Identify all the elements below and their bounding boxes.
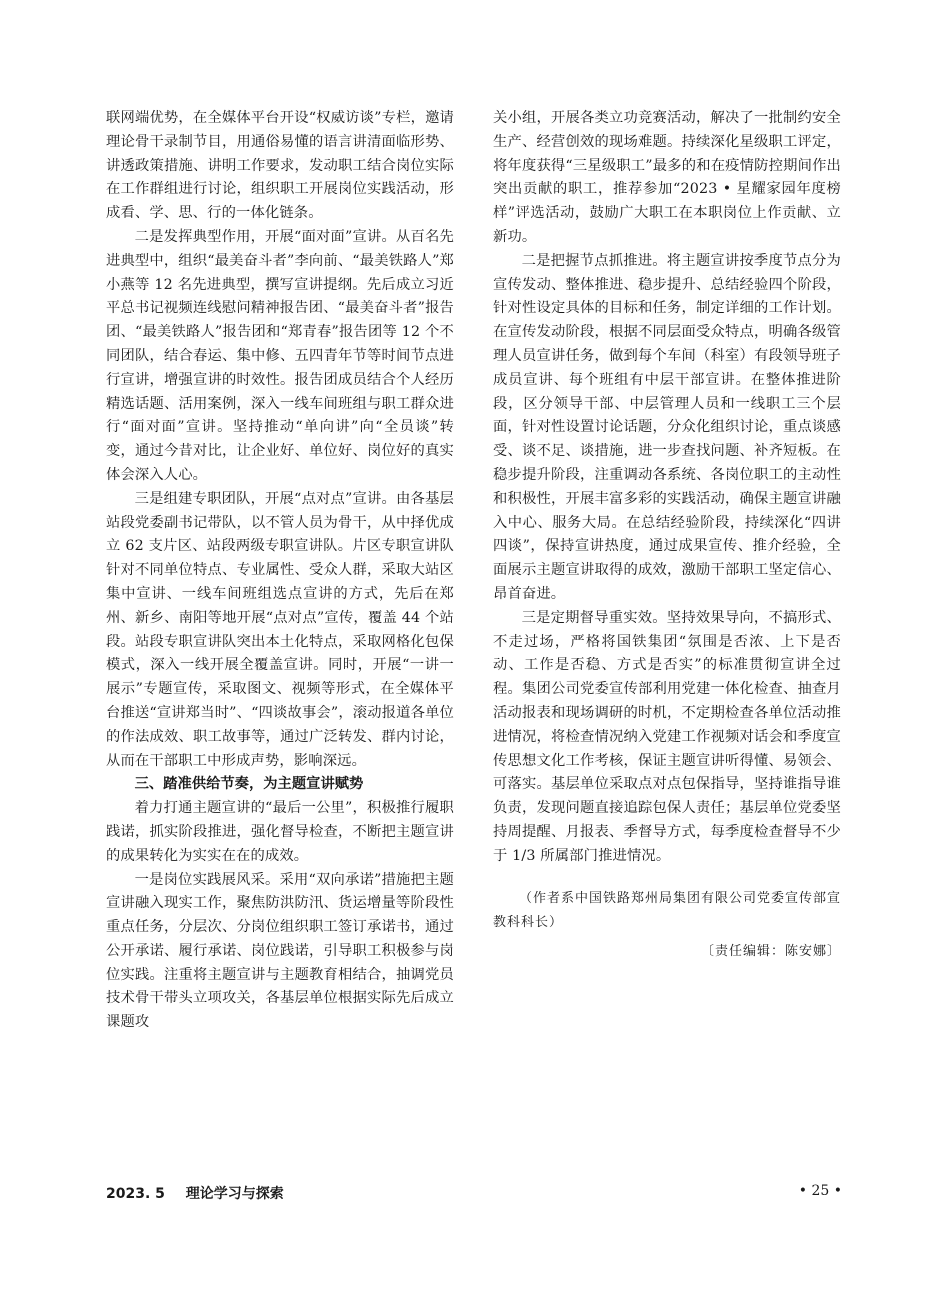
paragraph: 二是发挥典型作用，开展“面对面”宣讲。从百名先进典型中，组织“最美奋斗者”李向前、“最美铁路人”郑小燕等 12 名先进典型，撰写宣讲提纲。先后成立习近平总书记视频连线慰问精神报告团、“最美奋斗者”报告团、“最美铁路人”报告团和“郑青春”报告团等 12 个不同团队，结合春运、集中修、五四青年节等时间节点进行宣讲，增强宣讲的时效性。报告团成员结合个人经历精选话题、活用案例，深入一线车间班组与职工群众进行“面对面”宣讲。坚持推动“单向讲”向“全员谈”转变，通过今昔对比，让企业好、单位好、岗位好的真实体会深入人心。 <box>106 228 454 483</box>
journal-title: 理论学习与探索 <box>185 1186 284 1202</box>
paragraph: 三是组建专职团队，开展“点对点”宣讲。由各基层站段党委副书记带队，以不管人员为骨干，从中择优成立 62 支片区、站段两级专职宣讲队。片区专职宣讲队针对不同单位特点、专业属性、受众人群，采取大站区集中宣讲、一线车间班组选点宣讲的方式，先后在郑州、新乡、南阳等地开展“点对点”宣传，覆盖 44 个站段。站段专职宣讲队突出本土化特点，采取网格化包保模式，深入一线开展全覆盖宣讲。同时，开展“一讲一展示”专题宣传，采取图文、视频等形式，在全媒体平台推送“宣讲郑当时”、“四谈故事会”，滚动报道各单位的作法成效、职工故事等，通过广泛转发、群内讨论，从而在干部职工中形成声势，影响深远。 <box>106 490 454 769</box>
issue-number: 2023. 5 <box>106 1186 165 1202</box>
left-column <box>106 107 454 1035</box>
paragraph: 联网端优势，在全媒体平台开设“权威访谈”专栏，邀请理论骨干录制节目，用通俗易懂的语言讲清面临形势、讲透政策措施、讲明工作要求，发动职工结合岗位实际在工作群组进行讨论，组织职工开展岗位实践活动，形成看、学、思、行的一体化链条。 <box>106 110 454 222</box>
right-column <box>493 107 841 963</box>
paragraph: 二是把握节点抓推进。将主题宣讲按季度节点分为宣传发动、整体推进、稳步提升、总结经验四个阶段，针对性设定具体的目标和任务，制定详细的工作计划。在宣传发动阶段，根据不同层面受众特点，明确各级管理人员宣讲任务，做到每个车间（科室）有段领导班子成员宣讲、每个班组有中层干部宣讲。在整体推进阶段，区分领导干部、中层管理人员和一线职工三个层面，针对性设置讨论话题，分众化组织讨论，重点谈感受、谈不足、谈措施，进一步查找问题、补齐短板。在稳步提升阶段，注重调动各系统、各岗位职工的主动性和积极性，开展丰富多彩的实践活动，确保主题宣讲融入中心、服务大局。在总结经验阶段，持续深化“四讲四谈”，保持宣讲热度，通过成果宣传、推介经验，全面展示主题宣讲取得的成效，激励干部职工坚定信心、昂首奋进。 <box>493 252 841 602</box>
section-heading: 三、踏准供给节奏，为主题宣讲赋势 <box>134 776 364 793</box>
page-number: • 25 • <box>798 1183 842 1199</box>
responsible-editor: 〔责任编辑：陈安娜〕 <box>700 943 841 959</box>
page-footer <box>106 1183 842 1209</box>
paragraph: 一是岗位实践展风采。采用“双向承诺”措施把主题宣讲融入现实工作，聚焦防洪防汛、货运增量等阶段性重点任务，分层次、分岗位组织职工签订承诺书，通过公开承诺、履行承诺、岗位践诺，引导职工积极参与岗位实践。注重将主题宣讲与主题教育相结合，抽调党员技术骨干带头立项攻关，各基层单位根据实际先后成立课题攻 <box>106 871 454 1031</box>
paragraph: 关小组，开展各类立功竞赛活动，解决了一批制约安全生产、经营创效的现场难题。持续深化星级职工评定，将年度获得“三星级职工”最多的和在疫情防控期间作出突出贡献的职工，推荐参加“2023 • 星耀家园年度榜样”评选活动，鼓励广大职工在本职岗位上作贡献、立新功。 <box>493 110 841 245</box>
author-note: （作者系中国铁路郑州局集团有限公司党委宣传部宣教科科长） <box>493 890 842 930</box>
journal-info <box>106 1183 284 1203</box>
paragraph: 着力打通主题宣讲的“最后一公里”，积极推行履职践诺，抓实阶段推进，强化督导检查，不断把主题宣讲的成果转化为实实在在的成效。 <box>106 800 454 864</box>
paragraph: 三是定期督导重实效。坚持效果导向，不搞形式、不走过场，严格将国铁集团“氛围是否浓、上下是否动、工作是否稳、方式是否实”的标准贯彻宣讲全过程。集团公司党委宣传部利用党建一体化检查、抽查月活动报表和现场调研的时机，不定期检查各单位活动推进情况，将检查情况纳入党建工作视频对话会和季度宣传思想文化工作考核，保证主题宣讲听得懂、易领会、可落实。基层单位采取点对点包保指导，坚持谁指导谁负责，发现问题直接追踪包保人责任；基层单位党委坚持周提醒、月报表、季督导方式，每季度检查督导不少于 1/3 所属部门推进情况。 <box>493 609 841 864</box>
